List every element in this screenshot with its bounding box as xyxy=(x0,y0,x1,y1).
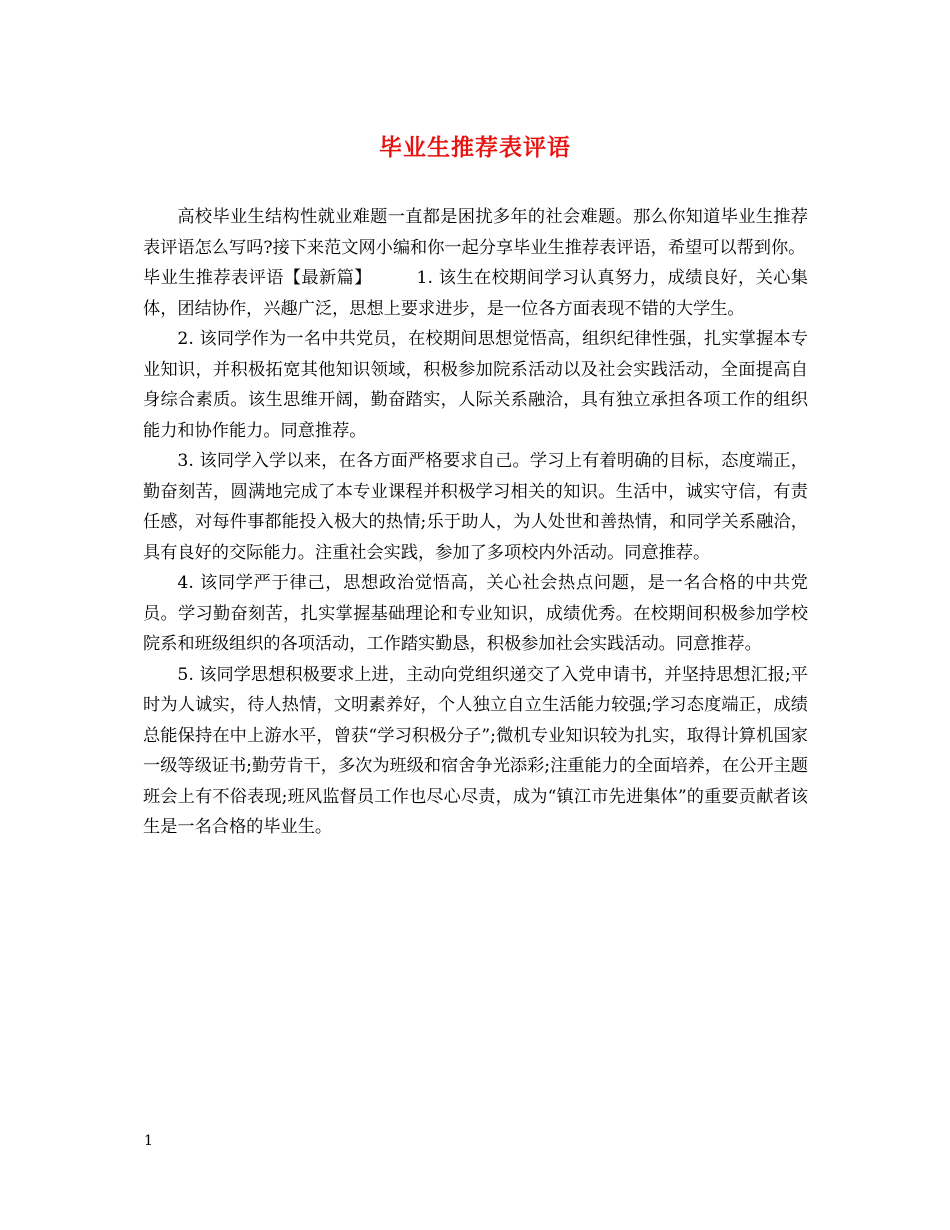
intro-paragraph: 高校毕业生结构性就业难题一直都是困扰多年的社会难题。那么你知道毕业生推荐表评语怎么写吗?接下来范文网小编和你一起分享毕业生推荐表评语，希望可以帮到你。 xyxy=(143,207,808,258)
document-body xyxy=(143,202,808,843)
page-number: 1 xyxy=(144,1133,153,1149)
item-paragraph-3: 3. 该同学入学以来，在各方面严格要求自己。学习上有着明确的目标，态度端正，勤奋刻苦，圆满地完成了本专业课程并积极学习相关的知识。生活中，诚实守信，有责任感，对每件事都能投入极大的热情;乐于助人，为人处世和善热情，和同学关系融洽，具有良好的交际能力。注重社会实践，参加了多项校内外活动。同意推荐。 xyxy=(143,451,808,563)
item-paragraph-4: 4. 该同学严于律己，思想政治觉悟高，关心社会热点问题，是一名合格的中共党员。学习勤奋刻苦，扎实掌握基础理论和专业知识，成绩优秀。在校期间积极参加学校院系和班级组织的各项活动，工作踏实勤恳，积极参加社会实践活动。同意推荐。 xyxy=(143,573,808,654)
item-paragraph-1 xyxy=(143,263,808,324)
item-text-1: 1. 该生在校期间学习认真努力，成绩良好，关心集体，团结协作，兴趣广泛，思想上要求进步，是一位各方面表现不错的大学生。 xyxy=(143,268,808,319)
section-heading: 毕业生推荐表评语【最新篇】 xyxy=(143,268,372,288)
item-paragraph-5: 5. 该同学思想积极要求上进，主动向党组织递交了入党申请书，并坚持思想汇报;平时为人诚实，待人热情，文明素养好，个人独立自立生活能力较强;学习态度端正，成绩总能保持在中上游水平，曾获“学习积极分子”;微机专业知识较为扎实，取得计算机国家一级等级证书;勤劳肯干，多次为班级和宿舍争光添彩;注重能力的全面培养，在公开主题班会上有不俗表现;班风监督员工作也尽心尽责，成为“镇江市先进集体”的重要贡献者该生是一名合格的毕业生。 xyxy=(143,664,808,837)
document-title: 毕业生推荐表评语 xyxy=(379,134,571,161)
item-paragraph-2: 2. 该同学作为一名中共党员，在校期间思想觉悟高，组织纪律性强，扎实掌握本专业知识，并积极拓宽其他知识领域，积极参加院系活动以及社会实践活动，全面提高自身综合素质。该生思维开阔，勤奋踏实，人际关系融洽，具有独立承担各项工作的组织能力和协作能力。同意推荐。 xyxy=(143,329,808,441)
